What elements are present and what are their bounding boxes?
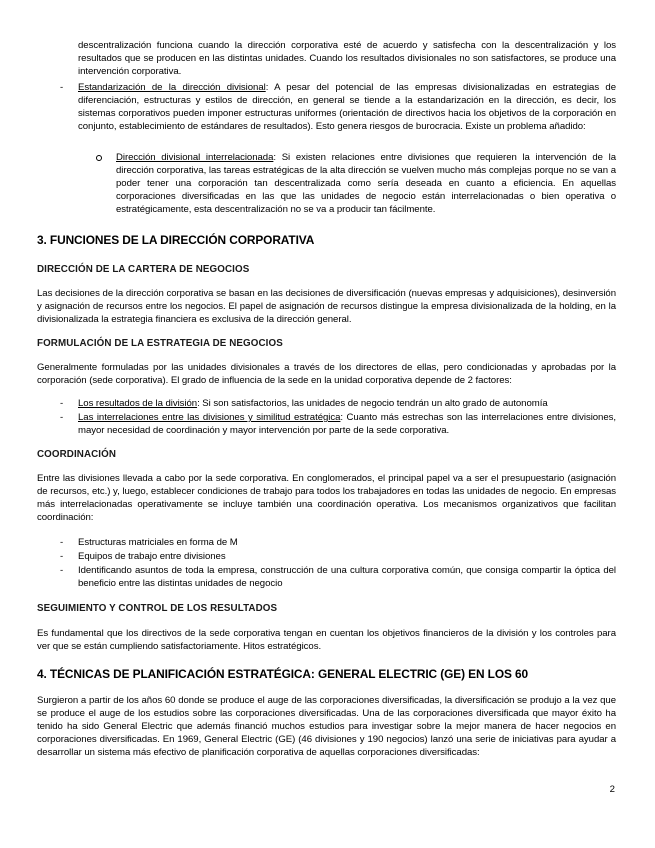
interrelated-item [116, 151, 616, 216]
dash-bullet: - [60, 565, 64, 576]
circle-bullet-icon [96, 155, 102, 161]
monitoring-paragraph: Es fundamental que los directivos de la sede corporativa tengan en cuentan los objetivos financieros de la división y los controles para ver que se están cumpliendo satisfactoriamente. Hitos estratégicos. [37, 628, 616, 653]
section-4-title: 4. TÉCNICAS DE PLANIFICACIÓN ESTRATÉGICA: GENERAL ELECTRIC (GE) EN LOS 60 [37, 667, 529, 681]
dash-bullet: - [60, 398, 64, 409]
formulation-item-text: : Cuanto más estrechas son las interrelaciones entre divisiones, mayor necesidad de coordinación y mayor intervención por parte de la sede corporativa. [78, 412, 616, 437]
portfolio-paragraph: Las decisiones de la dirección corporativa se basan en las decisiones de diversificación (nuevas empresas y adquisiciones), desinversión y asignación de recursos entre los negocios. El papel de asignación de recursos distingue la empresa divisionalizada de la holding, en la divisionalizada la estrategia financiera es exclusiva de la dirección general. [37, 288, 616, 326]
formulation-item-text: : Si son satisfactorios, las unidades de negocio tendrán un alto grado de autonomía [197, 398, 548, 409]
dash-bullet: - [60, 551, 64, 562]
coordination-item: Estructuras matriciales en forma de M [78, 537, 238, 548]
section-4-paragraph: Surgieron a partir de los años 60 donde se produce el auge de las corporaciones diversificadas, la diversificación se produjo a la vez que se produce el auge de los estudios sobre las corporaciones diversificadas. Una de las corporaciones diversificada que mayor éxito ha tenido ha sido General Electric que además financió muchos estudios para investigar sobre la mejor manera de hacer negocios en corporaciones diversificadas. En 1969, General Electric (GE) (46 divisiones y 190 negocios) lanzó una serie de iniciativas para ayudar a desarrollar un sistema más efectivo de planificación corporativa de aquellas corporaciones diversificadas: [37, 695, 616, 759]
coordination-paragraph: Entre las divisiones llevada a cabo por la sede corporativa. En conglomerados, el principal papel va a ser el presupuestario (asignación de recursos, etc.) y, luego, establecer condiciones de trabajo para todos los trabajadores en todas las unidades de negocio. En empresas más interrelacionadas operativamente se incluye también una coordinación operativa. Los mecanismos organizativos que facilitan coordinación: [37, 473, 616, 524]
standardization-title: Estandarización de la dirección divisional [78, 82, 266, 93]
portfolio-heading: DIRECCIÓN DE LA CARTERA DE NEGOCIOS [37, 264, 250, 275]
standardization-item [78, 81, 616, 133]
page-number: 2 [609, 784, 615, 795]
dash-bullet: - [60, 537, 64, 548]
formulation-item-title: Los resultados de la división [78, 398, 198, 409]
formulation-item-title: Las interrelaciones entre las divisiones y similitud estratégica [78, 412, 341, 423]
interrelated-title: Dirección divisional interrelacionada [116, 152, 274, 163]
intro-continuation-paragraph: descentralización funciona cuando la dirección corporativa esté de acuerdo y satisfecha con la descentralización y los resultados que se producen en las distintas unidades. Cuando los resultados divisionales no son satisfactores, se produce una intervención corporativa. [78, 40, 616, 78]
section-3-title: 3. FUNCIONES DE LA DIRECCIÓN CORPORATIVA [37, 233, 315, 247]
coordination-item: Identificando asuntos de toda la empresa, construcción de una cultura corporativa común, que consiga compartir la óptica del beneficio entre las distintas unidades de negocio [78, 565, 616, 590]
standardization-text: : A pesar del potencial de las empresas divisionalizadas en estrategias de diferenciación, estructuras y estilos de dirección, en general se tiende a la estandarización en la dirección, es decir, los sistemas corporativos pueden imponer estructuras uniformes (orientación de directivos hacia los objetivos de la corporación en conjunto, establecimiento de estándares de resultados). Esto genera riesgos de burocracia. Existe un problema añadido: [78, 82, 616, 133]
coordination-heading: COORDINACIÓN [37, 449, 117, 460]
coordination-item: Equipos de trabajo entre divisiones [78, 551, 226, 562]
dash-bullet: - [60, 412, 64, 423]
formulation-item [78, 397, 616, 410]
formulation-item [78, 411, 616, 437]
monitoring-heading: SEGUIMIENTO Y CONTROL DE LOS RESULTADOS [37, 603, 278, 614]
dash-bullet: - [60, 82, 64, 93]
interrelated-text: : Si existen relaciones entre divisiones que requieren la intervención de la dirección corporativa, las tareas estratégicas de la alta dirección se vuelven mucho más complejas porque no se van a poder tener una corporación tan descentralizada como sería deseada en cuanto a eficiencia. En aquellas corporaciones diversificadas en las que las unidades de negocio están interrelacionadas o bien operativa o estratégicamente, esta descentralización no se va a producir tan fácilmente. [116, 152, 617, 216]
formulation-heading: FORMULACIÓN DE LA ESTRATEGIA DE NEGOCIOS [37, 338, 283, 349]
formulation-paragraph: Generalmente formuladas por las unidades divisionales a través de los directores de ellas, pero condicionadas y aprobadas por la corporación (sede corporativa). El grado de influencia de la sede en la unidad corporativa depende de 2 factores: [37, 362, 616, 387]
